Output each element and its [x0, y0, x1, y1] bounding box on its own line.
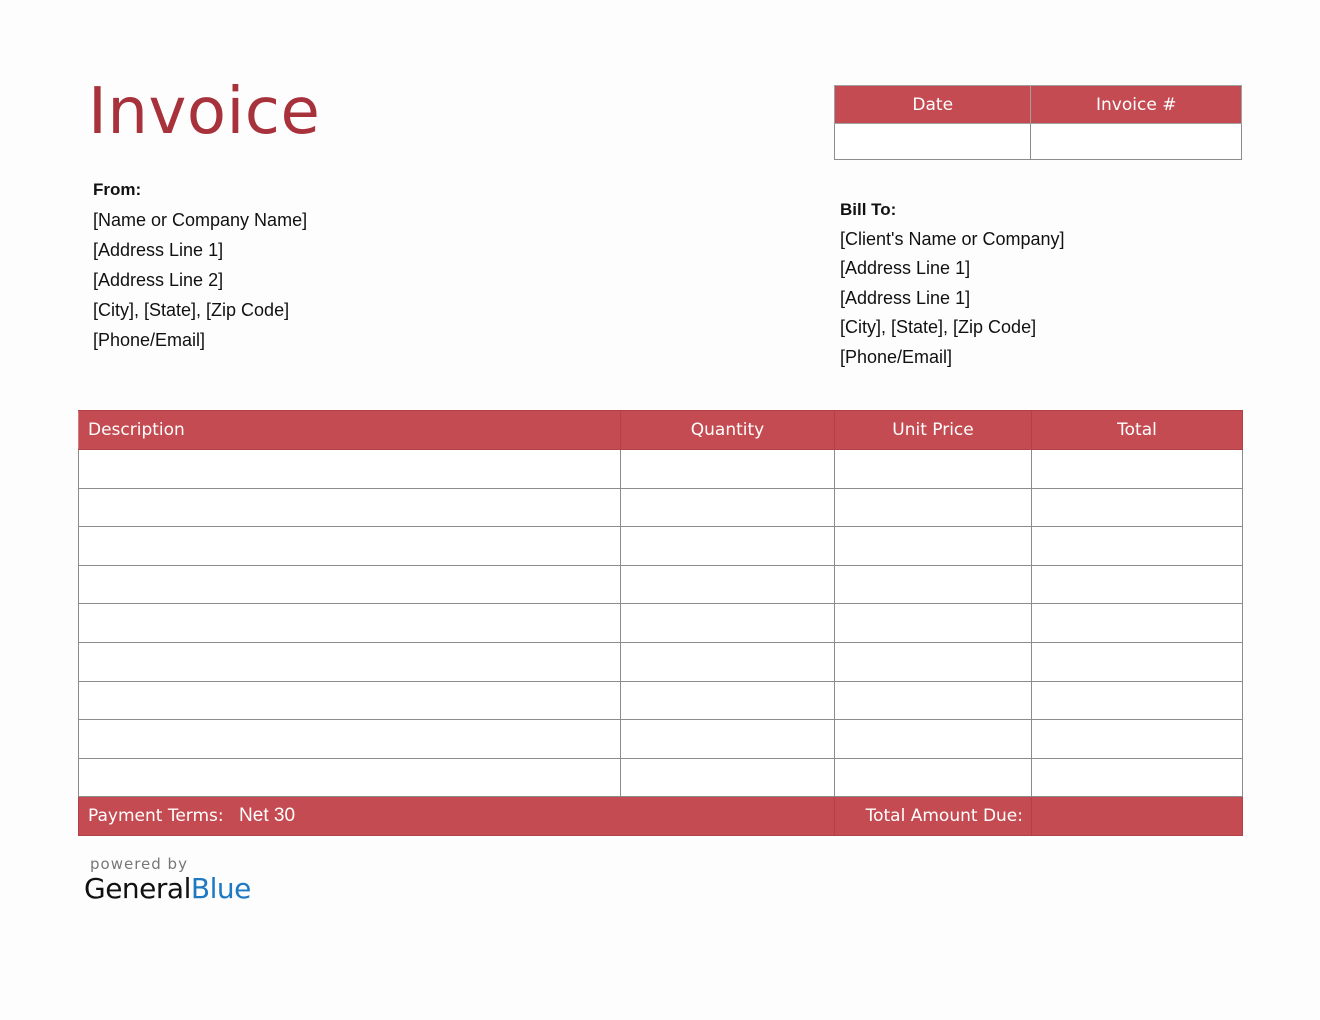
line-items-table	[78, 410, 1243, 836]
brand-blue: Blue	[190, 872, 251, 905]
total-column-header: Total	[1032, 411, 1243, 450]
quantity-cell[interactable]	[621, 681, 835, 720]
table-row	[79, 527, 1243, 566]
total-amount-due-label: Total Amount Due:	[835, 797, 1032, 836]
description-column-header: Description	[79, 411, 621, 450]
table-row	[79, 565, 1243, 604]
unit-price-column-header: Unit Price	[835, 411, 1032, 450]
generalblue-logo[interactable]	[84, 872, 251, 905]
description-cell[interactable]	[79, 565, 621, 604]
table-row	[79, 681, 1243, 720]
unit-price-cell[interactable]	[835, 565, 1032, 604]
bill-to-address-block	[840, 195, 1065, 372]
bill-to-city-state-zip[interactable]: [City], [State], [Zip Code]	[840, 317, 1037, 337]
unit-price-cell[interactable]	[835, 604, 1032, 643]
unit-price-cell[interactable]	[835, 720, 1032, 759]
table-row	[79, 758, 1243, 797]
total-cell[interactable]	[1032, 720, 1243, 759]
bill-to-phone-email[interactable]: [Phone/Email]	[840, 346, 953, 367]
quantity-cell[interactable]	[621, 604, 835, 643]
unit-price-cell[interactable]	[835, 681, 1032, 720]
table-row	[79, 450, 1243, 489]
bill-to-address-line-1[interactable]: [Address Line 1]	[840, 258, 971, 278]
quantity-cell[interactable]	[621, 450, 835, 489]
description-cell[interactable]	[79, 681, 621, 720]
invoice-footer-row	[79, 797, 1243, 836]
from-phone-email[interactable]: [Phone/Email]	[93, 330, 206, 350]
total-cell[interactable]	[1032, 758, 1243, 797]
total-cell[interactable]	[1032, 604, 1243, 643]
table-row	[79, 642, 1243, 681]
description-cell[interactable]	[79, 758, 621, 797]
from-city-state-zip[interactable]: [City], [State], [Zip Code]	[93, 300, 290, 320]
quantity-cell[interactable]	[621, 488, 835, 527]
from-address-line-2[interactable]: [Address Line 2]	[93, 270, 224, 290]
from-address-line-1[interactable]: [Address Line 1]	[93, 240, 224, 260]
from-address-block	[93, 175, 307, 355]
unit-price-cell[interactable]	[835, 642, 1032, 681]
invoice-number-field[interactable]	[1031, 124, 1242, 160]
powered-by-text: powered by	[90, 855, 188, 873]
unit-price-cell[interactable]	[835, 758, 1032, 797]
invoice-number-header: Invoice #	[1031, 86, 1242, 124]
quantity-cell[interactable]	[621, 720, 835, 759]
table-row	[79, 604, 1243, 643]
payment-terms-value[interactable]: Net 30	[239, 805, 296, 827]
date-header: Date	[835, 86, 1031, 124]
from-label: From:	[93, 180, 142, 199]
total-cell[interactable]	[1032, 527, 1243, 566]
description-cell[interactable]	[79, 488, 621, 527]
from-name-line[interactable]: [Name or Company Name]	[93, 210, 308, 230]
total-amount-due-value[interactable]	[1032, 797, 1243, 836]
quantity-cell[interactable]	[621, 642, 835, 681]
description-cell[interactable]	[79, 720, 621, 759]
bill-to-label: Bill To:	[840, 200, 897, 219]
total-cell[interactable]	[1032, 681, 1243, 720]
table-row	[79, 720, 1243, 759]
invoice-meta-table	[834, 85, 1242, 160]
quantity-cell[interactable]	[621, 758, 835, 797]
unit-price-cell[interactable]	[835, 527, 1032, 566]
description-cell[interactable]	[79, 450, 621, 489]
total-cell[interactable]	[1032, 565, 1243, 604]
date-field[interactable]	[835, 124, 1031, 160]
payment-terms-cell	[79, 797, 835, 836]
table-row	[79, 488, 1243, 527]
total-cell[interactable]	[1032, 642, 1243, 681]
bill-to-address-line-2[interactable]: [Address Line 1]	[840, 287, 971, 308]
brand-general: General	[84, 872, 191, 905]
unit-price-cell[interactable]	[835, 450, 1032, 489]
description-cell[interactable]	[79, 642, 621, 681]
quantity-column-header: Quantity	[621, 411, 835, 450]
invoice-title: Invoice	[88, 75, 321, 149]
payment-terms-label: Payment Terms:	[88, 806, 224, 827]
line-items-header-row	[79, 411, 1243, 450]
total-cell[interactable]	[1032, 488, 1243, 527]
quantity-cell[interactable]	[621, 527, 835, 566]
unit-price-cell[interactable]	[835, 488, 1032, 527]
total-cell[interactable]	[1032, 450, 1243, 489]
bill-to-name-line[interactable]: [Client's Name or Company]	[840, 228, 1065, 249]
description-cell[interactable]	[79, 604, 621, 643]
description-cell[interactable]	[79, 527, 621, 566]
quantity-cell[interactable]	[621, 565, 835, 604]
